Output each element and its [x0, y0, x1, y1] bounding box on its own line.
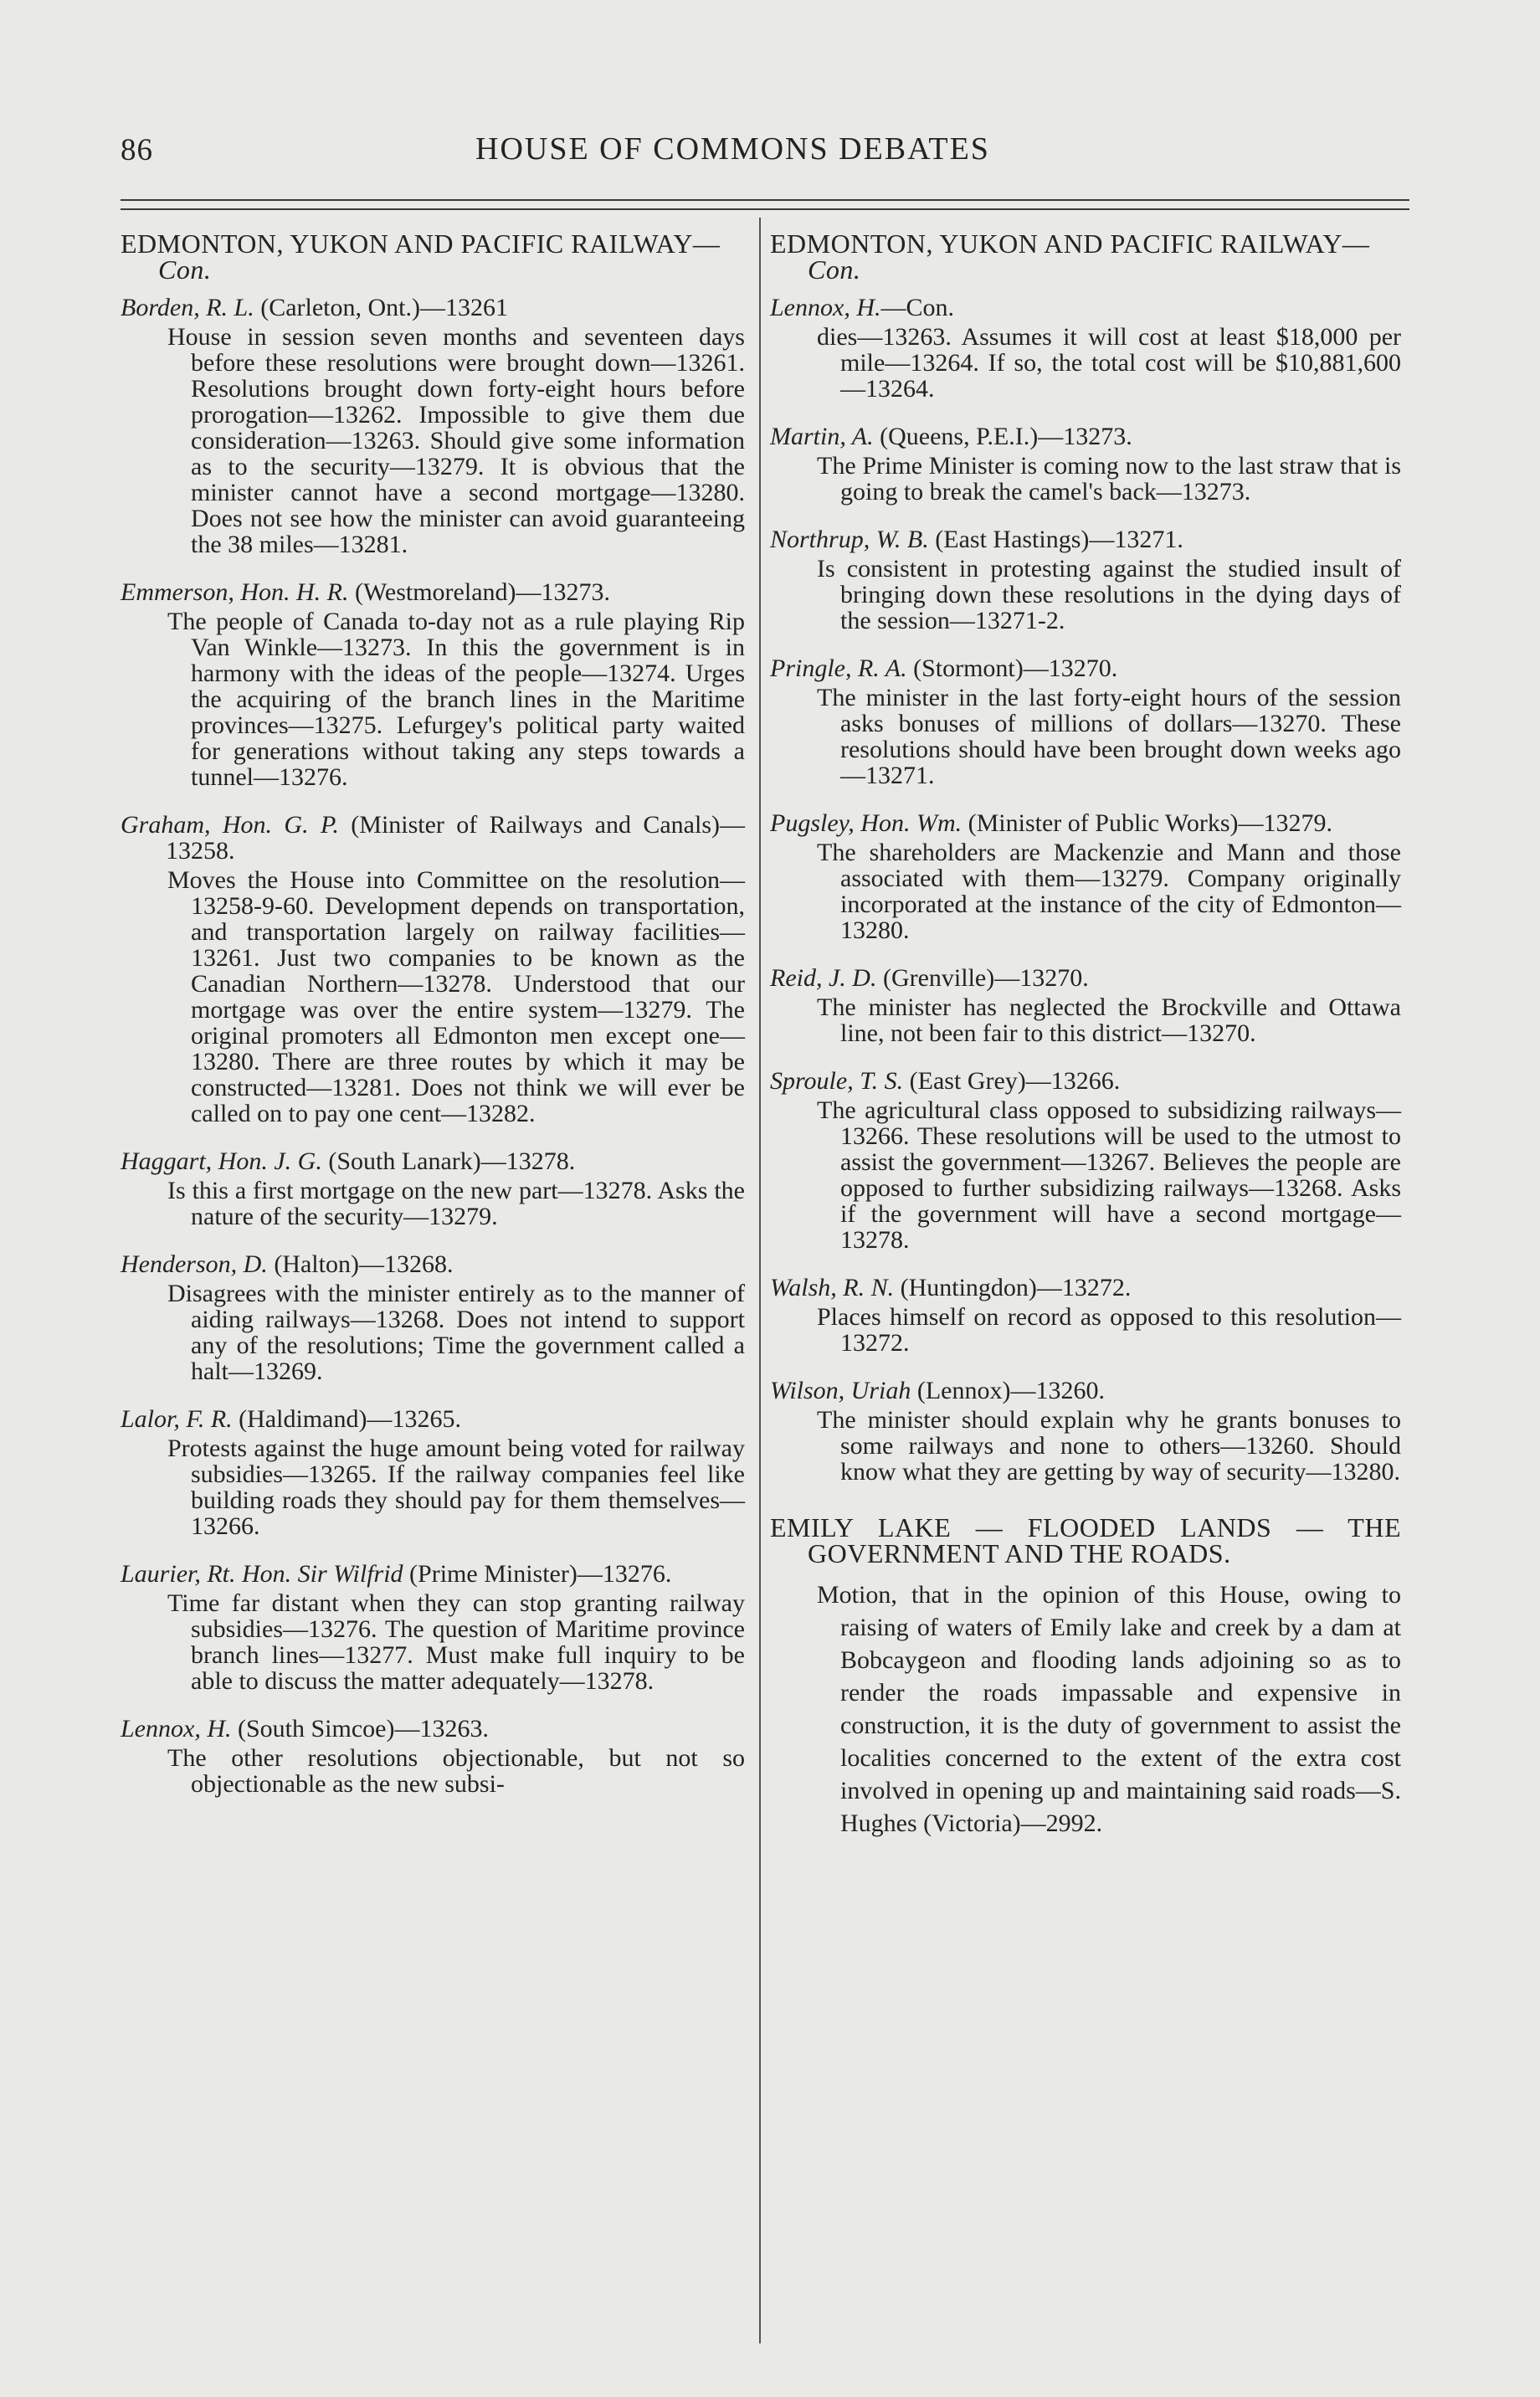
member-riding: (Queens, P.E.I.)—13273.	[873, 423, 1132, 450]
entry-text: The minister in the last forty-eight hours of the session asks bonuses of millions of dollars—13270. These resolutions should have been brought down weeks ago—13271.	[817, 684, 1401, 789]
index-entry	[121, 1716, 745, 1797]
member-riding: (Prime Minister)—13276.	[403, 1560, 672, 1588]
member-name: Lennox, H.	[121, 1715, 232, 1743]
member-name: Lennox, H.	[770, 294, 881, 321]
member-name: Henderson, D.	[121, 1250, 268, 1278]
member-riding: (Halton)—13268.	[267, 1250, 454, 1278]
header-rule-top	[121, 199, 1409, 201]
entry-text: The agricultural class opposed to subsidizing railways—13266. These resolutions will be used to the utmost to assist the government—13267. Believes the people are opposed to further subsidizing railways—13268. Asks if the government will have a second mortgage—13278.	[817, 1096, 1401, 1254]
entry-text: Protests against the huge amount being voted for railway subsidies—13265. If the railway companies feel like building roads they should pay for them themselves—13266.	[167, 1435, 745, 1540]
member-riding: (South Simcoe)—13263.	[231, 1715, 489, 1743]
entry-header	[770, 1068, 1401, 1094]
entry-header	[770, 1378, 1401, 1404]
entry-header	[121, 1406, 745, 1432]
index-entry	[770, 1068, 1401, 1253]
member-name: Pringle, R. A.	[770, 654, 907, 682]
entry-text: Places himself on record as opposed to this resolution—13272.	[817, 1303, 1401, 1357]
member-name: Northrup, W. B.	[770, 526, 929, 553]
page-number: 86	[121, 133, 153, 167]
index-entry	[121, 1148, 745, 1229]
member-name: Lalor, F. R.	[121, 1405, 233, 1433]
left-column	[121, 228, 745, 1819]
section-title-text: EDMONTON, YUKON AND PACIFIC RAILWAY—	[770, 228, 1370, 259]
entry-text: Disagrees with the minister entirely as to the manner of aiding railways—13268. Does not intend to support any of the resolutions; Time the government called a halt—13269.	[167, 1280, 745, 1385]
entry-text: dies—13263. Assumes it will cost at least $18,000 per mile—13264. If so, the total cost will be $10,881,600—13264.	[817, 323, 1401, 403]
index-entry	[770, 423, 1401, 505]
index-entry	[121, 1406, 745, 1539]
index-entry	[121, 579, 745, 790]
index-entry	[121, 1561, 745, 1694]
member-riding: (East Grey)—13266.	[903, 1067, 1121, 1095]
running-head: HOUSE OF COMMONS DEBATES	[475, 131, 990, 167]
column-divider	[759, 218, 761, 2343]
section-title-cont: Con.	[158, 254, 212, 285]
entry-header	[121, 1251, 745, 1277]
member-riding: (Carleton, Ont.)—13261	[254, 294, 508, 321]
member-riding: (East Hastings)—13271.	[928, 526, 1183, 553]
section-title	[770, 228, 1401, 285]
index-entry	[770, 295, 1401, 402]
member-name: Wilson, Uriah	[770, 1377, 911, 1404]
entry-header	[770, 810, 1401, 836]
index-entry	[770, 526, 1401, 634]
member-name: Emmerson, Hon. H. R.	[121, 578, 349, 606]
entry-header	[121, 295, 745, 321]
member-riding: (Westmoreland)—13273.	[348, 578, 610, 606]
entry-header	[121, 1561, 745, 1587]
member-riding: (Minister of Public Works)—13279.	[962, 809, 1332, 837]
entry-header	[121, 1148, 745, 1174]
index-entry	[121, 295, 745, 557]
member-name: Graham, Hon. G. P.	[121, 811, 339, 839]
member-riding: (South Lanark)—13278.	[321, 1147, 576, 1175]
section-title-emily-lake: EMILY LAKE — FLOODED LANDS — THE GOVERNMENT AND THE ROADS.	[770, 1512, 1401, 1568]
index-entry	[770, 1275, 1401, 1356]
header-rule-bottom	[121, 208, 1409, 210]
member-riding: (Huntingdon)—13272.	[894, 1274, 1132, 1301]
member-riding: (Stormont)—13270.	[906, 654, 1118, 682]
member-riding: (Lennox)—13260.	[911, 1377, 1105, 1404]
entry-text: Time far distant when they can stop granting railway subsidies—13276. The question of Maritime province branch lines—13277. Must make full inquiry to be able to discuss the matter adequately—13278.	[167, 1589, 745, 1695]
member-name: Laurier, Rt. Hon. Sir Wilfrid	[121, 1560, 403, 1588]
member-riding: (Grenville)—13270.	[876, 964, 1089, 992]
member-name: Borden, R. L.	[121, 294, 254, 321]
member-name: Haggart, Hon. J. G.	[121, 1147, 322, 1175]
entry-header	[121, 1716, 745, 1742]
entry-text: The Prime Minister is coming now to the last straw that is going to break the camel's back—13273.	[817, 452, 1401, 506]
entry-text: Moves the House into Committee on the resolution—13258-9-60. Development depends on transportation, and transportation largely on railway facilities—13261. Just two companies to be known as the Canadian Northern—13278. Understood that our mortgage was over the entire system—13279. The original promoters all Edmonton men except one—13280. There are three routes by which it may be constructed—13281. Does not think we will ever be called on to pay one cent—13282.	[167, 866, 745, 1127]
entry-text: Is consistent in protesting against the studied insult of bringing down these resolutions in the dying days of the session—13271-2.	[817, 555, 1401, 634]
entry-header	[770, 423, 1401, 449]
section-title-text: EDMONTON, YUKON AND PACIFIC RAILWAY—	[121, 228, 721, 259]
index-entry	[121, 812, 745, 1127]
member-riding: —Con.	[880, 294, 954, 321]
entry-text: The minister should explain why he grants bonuses to some railways and none to others—13260. Should know what they are getting by way of security—13280.	[817, 1406, 1401, 1486]
entry-header	[770, 295, 1401, 321]
section-title	[121, 228, 745, 285]
entry-header	[770, 965, 1401, 991]
index-entry	[121, 1251, 745, 1384]
motion-text: Motion, that in the opinion of this House, owing to raising of waters of Emily lake and creek by a dam at Bobcaygeon and flooding lands adjoining so as to render the roads impassable and expensive in construction, it is the duty of government to assist the localities concerned to the extent of the extra cost involved in opening up and maintaining said roads—S. Hughes (Victoria)—2992.	[817, 1581, 1401, 1837]
index-entry	[770, 1378, 1401, 1485]
entry-text: The minister has neglected the Brockville and Ottawa line, not been fair to this district—13270.	[817, 993, 1401, 1047]
entry-header	[770, 526, 1401, 552]
entry-text: Is this a first mortgage on the new part—13278. Asks the nature of the security—13279.	[167, 1177, 745, 1230]
entry-text: The people of Canada to-day not as a rule playing Rip Van Winkle—13273. In this the government is in harmony with the ideas of the people—13274. Urges the acquiring of the branch lines in the Maritime provinces—13275. Lefurgey's political party waited for generations without taking any steps towards a tunnel—13276.	[167, 608, 745, 791]
entry-header	[121, 812, 745, 864]
index-entry	[770, 655, 1401, 788]
right-column	[770, 228, 1401, 1840]
section-title-cont: Con.	[808, 254, 861, 285]
member-riding: (Haldimand)—13265.	[232, 1405, 461, 1433]
index-entry	[770, 810, 1401, 943]
entry-header	[121, 579, 745, 605]
member-name: Sproule, T. S.	[770, 1067, 904, 1095]
entry-text: House in session seven months and seventeen days before these resolutions were brought down—13261. Resolutions brought down forty-eight hours before prorogation—13262. Impossible to give them due consideration—13263. Should give some information as to the security—13279. It is obvious that the minister cannot have a second mortgage—13280. Does not see how the minister can avoid guaranteeing the 38 miles—13281.	[167, 323, 745, 558]
entry-header	[770, 1275, 1401, 1301]
entry-text: The shareholders are Mackenzie and Mann and those associated with them—13279. Company originally incorporated at the instance of the city of Edmonton—13280.	[817, 839, 1401, 944]
member-name: Pugsley, Hon. Wm.	[770, 809, 963, 837]
entry-header	[770, 655, 1401, 681]
member-name: Reid, J. D.	[770, 964, 877, 992]
member-riding: (Minister of Railways and Canals)—13258.	[166, 811, 745, 865]
member-name: Martin, A.	[770, 423, 874, 450]
entry-text: The other resolutions objectionable, but not so objectionable as the new subsi-	[167, 1744, 745, 1798]
index-entry	[770, 965, 1401, 1046]
member-name: Walsh, R. N.	[770, 1274, 895, 1301]
